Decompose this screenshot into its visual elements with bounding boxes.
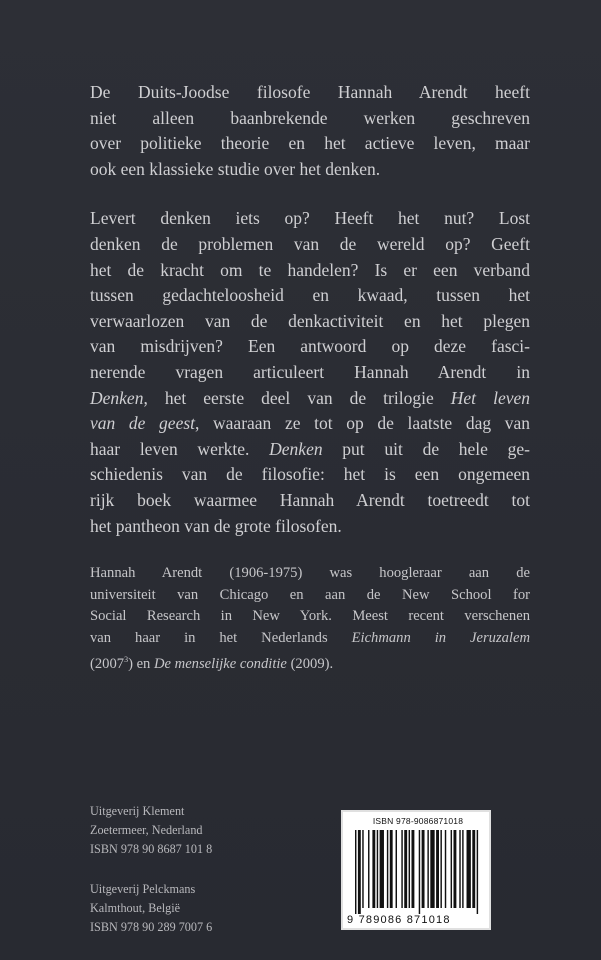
text-fragment: , het eerste deel van de trilogie xyxy=(143,387,451,408)
barcode-bar xyxy=(372,830,375,908)
barcode-bar xyxy=(368,830,369,908)
barcode-bar xyxy=(453,830,456,908)
trilogy-title-part: Het leven xyxy=(450,387,531,408)
intro-line: ook een klassieke studie over het denken. xyxy=(90,158,381,179)
questions-line xyxy=(90,386,530,412)
text-fragment: haar leven werkte. xyxy=(90,438,270,459)
questions-paragraph xyxy=(90,206,530,539)
publisher-isbn: ISBN 978 90 8687 101 8 xyxy=(90,842,213,856)
barcode-bar xyxy=(387,830,388,908)
barcode-bars-icon xyxy=(355,830,481,914)
trilogy-title-part: van de geest xyxy=(90,413,196,434)
barcode-bar xyxy=(430,830,434,908)
text-fragment: (2009). xyxy=(286,655,334,672)
barcode-bar xyxy=(436,830,439,908)
barcode-bar xyxy=(358,830,361,914)
barcode-bar xyxy=(396,830,397,908)
barcode-bar xyxy=(451,830,452,908)
questions-line: denken de problemen van de wereld op? Geeft xyxy=(90,233,530,254)
bio-line: Social Research in New York. Meest recent verschenen xyxy=(90,608,530,625)
publisher-belgium xyxy=(90,880,290,937)
barcode-bar xyxy=(362,830,363,908)
book-title-denken: Denken xyxy=(269,438,323,459)
barcode-bar xyxy=(422,830,425,908)
publisher-place: Kalmthout, België xyxy=(90,901,181,915)
barcode-digits: 9 789086 871018 xyxy=(347,914,451,926)
barcode-bar xyxy=(411,830,414,908)
edition-superscript: 3 xyxy=(124,655,129,665)
barcode-bar xyxy=(380,830,384,908)
questions-line: het de kracht om te handelen? Is er een verband xyxy=(90,259,530,280)
questions-line: nerende vragen articuleert Hannah Arendt in xyxy=(90,361,530,382)
publisher-name: Uitgeverij Klement xyxy=(90,804,185,818)
barcode-bar xyxy=(440,830,441,908)
intro-line: niet alleen baanbrekende werken geschreven xyxy=(90,107,530,128)
text-fragment: (2007 xyxy=(90,655,125,672)
blurb xyxy=(90,80,530,675)
barcode-bar xyxy=(467,830,471,908)
intro-paragraph xyxy=(90,80,530,182)
publisher-netherlands xyxy=(90,802,290,859)
intro-line: De Duits-Joodse filosofe Hannah Arendt heeft xyxy=(90,82,530,102)
text-fragment: ) en xyxy=(128,655,154,672)
questions-line: rijk boek waarmee Hannah Arendt toetreedt tot xyxy=(90,489,530,510)
questions-line: Levert denken iets op? Heeft het nut? Lost xyxy=(90,208,530,229)
questions-line xyxy=(90,437,530,463)
barcode-bar xyxy=(477,830,478,914)
barcode-bar xyxy=(427,830,428,908)
questions-line: tussen gedachteloosheid en kwaad, tussen het xyxy=(90,285,530,306)
questions-line: verwaarlozen van de denkactiviteit en het plegen xyxy=(90,310,530,331)
barcode-bar xyxy=(355,830,356,914)
bio-line xyxy=(90,649,530,675)
barcode-bar xyxy=(390,830,393,908)
barcode-bar xyxy=(459,830,460,908)
questions-line: van misdrijven? Een antwoord op deze fasci- xyxy=(90,336,530,357)
publisher-isbn: ISBN 978 90 289 7007 6 xyxy=(90,920,213,934)
barcode-bar xyxy=(419,830,420,914)
book-title-conditie: De menselijke conditie xyxy=(154,655,287,672)
text-fragment: , waaraan ze tot op de laatste dag van xyxy=(195,413,530,434)
isbn-barcode xyxy=(341,810,491,930)
book-title-eichmann: Eichmann in Jeruzalem xyxy=(351,629,531,646)
text-fragment: put uit de hele ge- xyxy=(322,438,530,459)
barcode-bar xyxy=(462,830,463,908)
barcode-bar xyxy=(401,830,402,908)
text-fragment: van haar in het Nederlands xyxy=(90,629,352,646)
questions-line: schiedenis van de filosofie: het is een ongemeen xyxy=(90,464,530,485)
intro-line: over politieke theorie en het actieve leven, maar xyxy=(90,133,530,154)
questions-line xyxy=(90,411,530,437)
publisher-place: Zoetermeer, Nederland xyxy=(90,823,203,837)
book-title-denken: Denken xyxy=(90,387,144,408)
barcode-bar xyxy=(404,830,407,908)
barcode-bar xyxy=(472,830,475,908)
barcode-bar xyxy=(377,830,378,908)
bio-line: Hannah Arendt (1906-1975) was hoogleraar aan de xyxy=(90,565,530,582)
barcode-bar xyxy=(445,830,446,908)
bio-line xyxy=(90,628,530,650)
barcode-isbn-label: ISBN 978-9086871018 xyxy=(372,816,464,826)
author-bio xyxy=(90,563,530,675)
publisher-name: Uitgeverij Pelckmans xyxy=(90,882,196,896)
questions-line: het pantheon van de grote filosofen. xyxy=(90,515,342,536)
bio-line: universiteit van Chicago en aan de New School for xyxy=(90,586,530,603)
barcode-bar xyxy=(409,830,410,908)
